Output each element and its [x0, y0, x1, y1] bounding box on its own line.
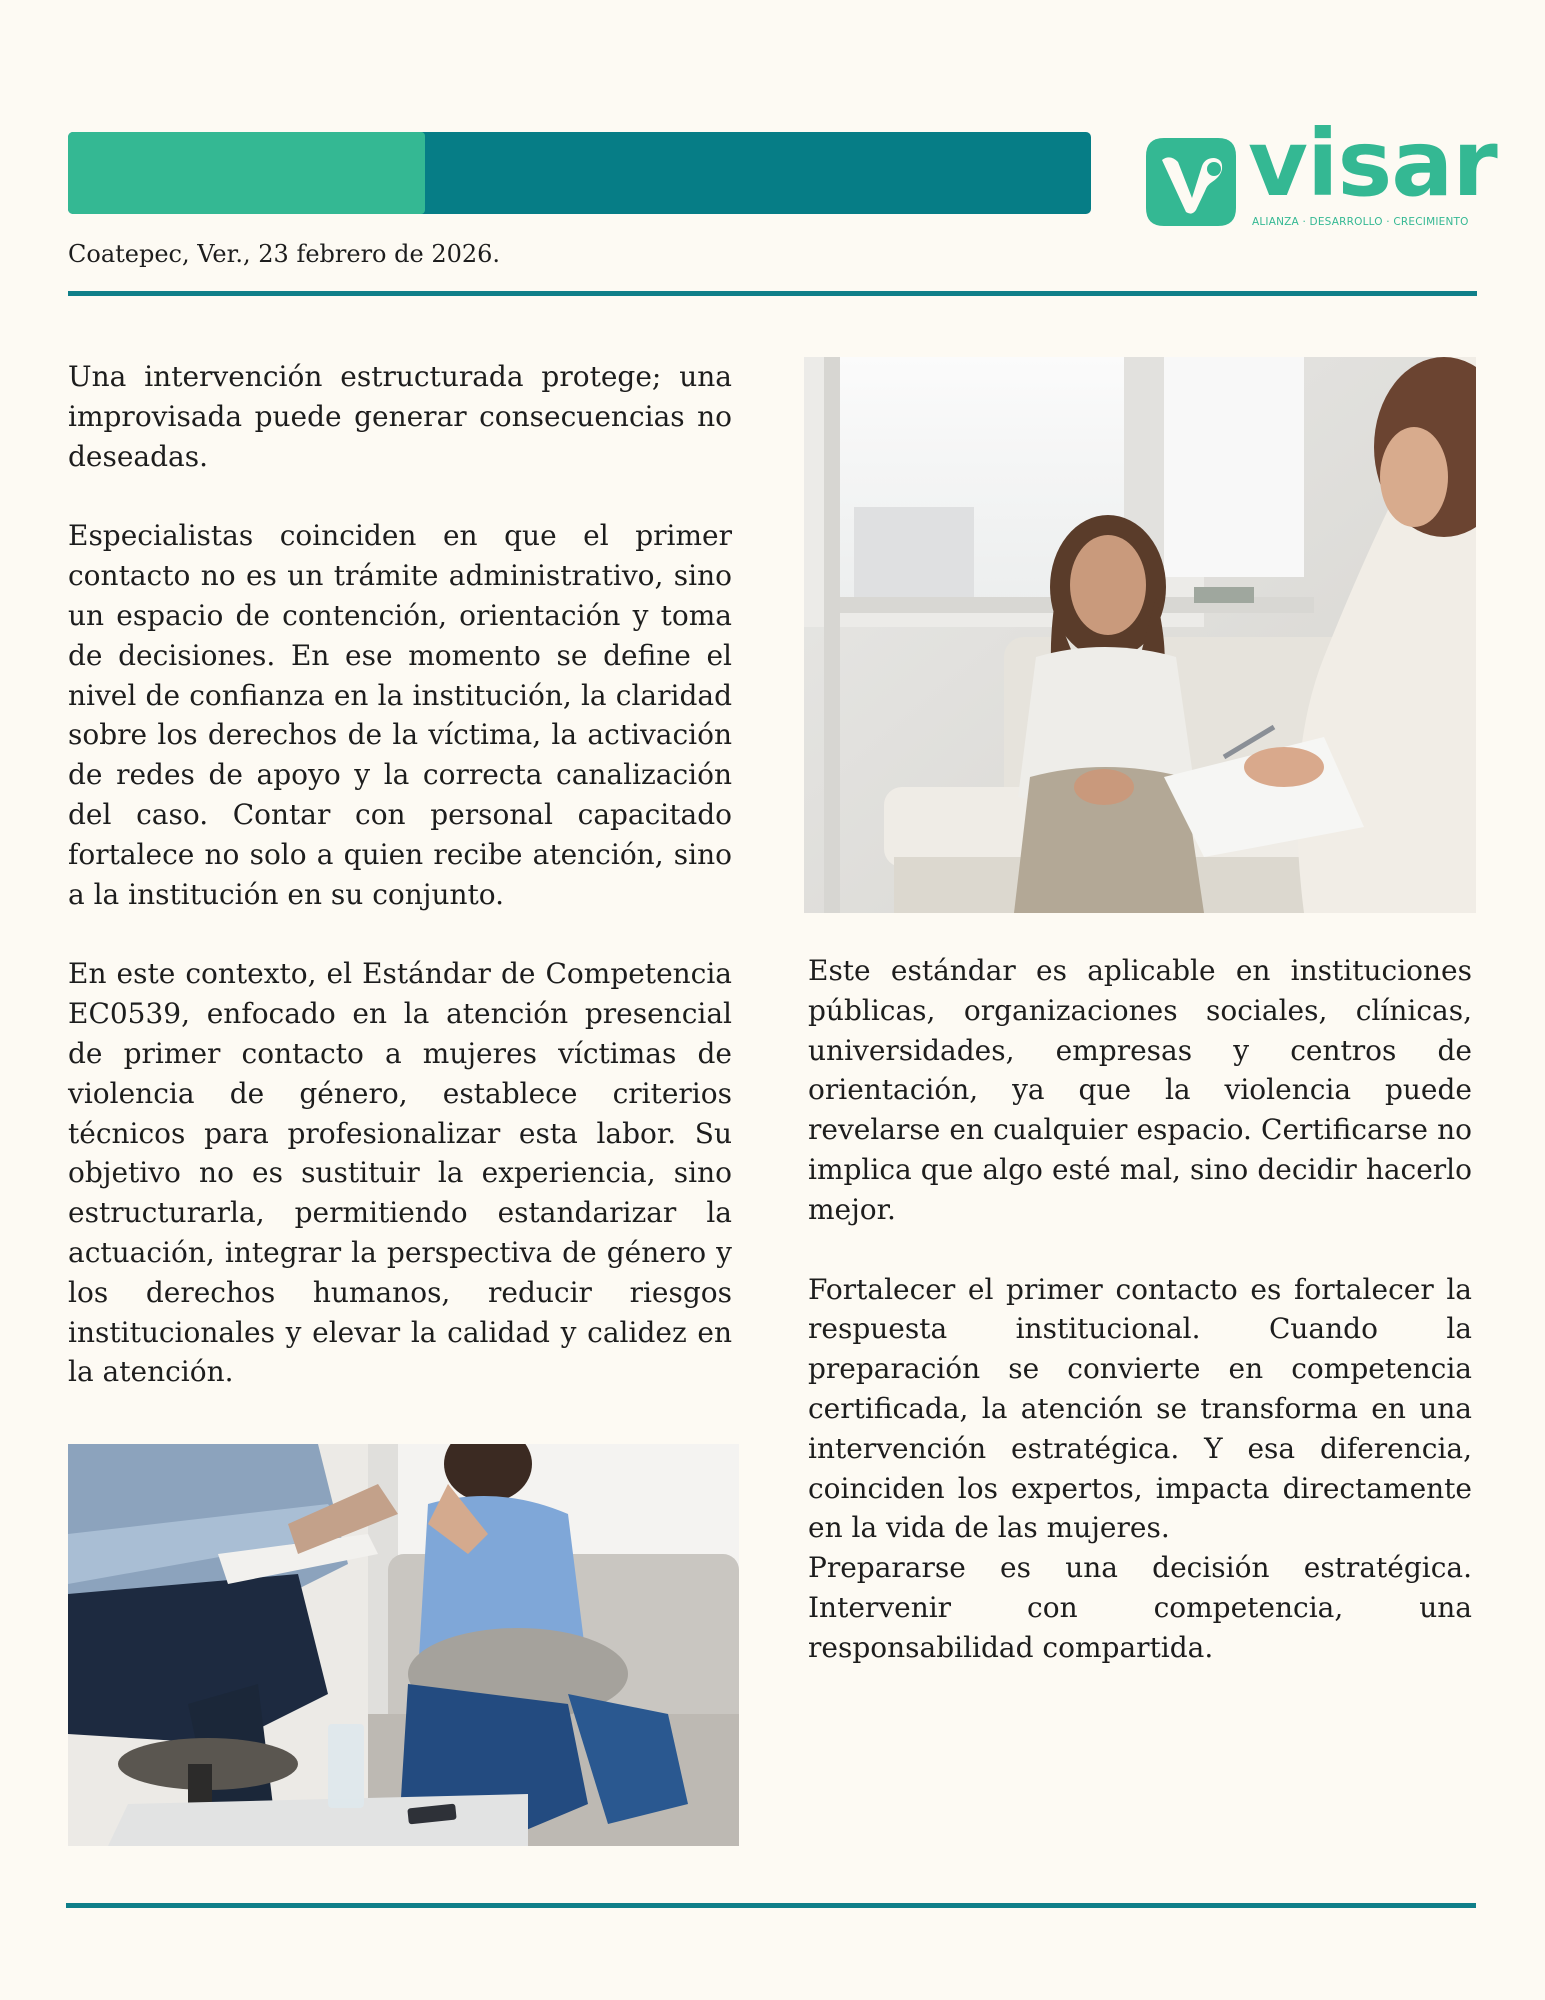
visar-logo-wordmark: visar	[1248, 110, 1497, 217]
paragraph: En este contexto, el Estándar de Competencia EC0539, enfocado en la atención presencial de primer contacto a mujeres víctimas de violencia de género, establece criterios técnicos para profesionalizar esta labor. Su objetivo no es sustituir la experiencia, sino estructurarla, permitiendo estandarizar la actuación, integrar la perspectiva de género y los derechos humanos, reducir riesgos institucionales y elevar la calidad y calidez en la atención.	[68, 957, 732, 1389]
paragraph: Fortalecer el primer contacto es fortalecer la respuesta institucional. Cuando la preparación se convierte en competencia certificada, la atención se transforma en una intervención estratégica. Y esa diferencia, coinciden los expertos, impacta directamente en la vida de las mujeres.	[808, 1272, 1472, 1545]
paragraph: Una intervención estructurada protege; una improvisada puede generar consecuencias no deseadas.	[68, 360, 732, 473]
right-column	[808, 951, 1472, 1668]
visar-logo-mark-icon	[1144, 136, 1238, 228]
top-divider	[68, 291, 1477, 296]
header-color-bar	[68, 132, 1091, 214]
left-column	[68, 357, 732, 1392]
dateline: Coatepec, Ver., 23 febrero de 2026.	[68, 240, 501, 268]
photo-support-session	[68, 1444, 739, 1846]
paragraph: Especialistas coinciden en que el primer contacto no es un trámite administrativo, sino un espacio de contención, orientación y toma de decisiones. En ese momento se define el nivel de confianza en la institución, la claridad sobre los derechos de la víctima, la activación de redes de apoyo y la correcta canalización del caso. Contar con personal capacitado fortalece no solo a quien recibe atención, sino a la institución en su conjunto.	[68, 519, 732, 911]
bottom-divider	[66, 1903, 1476, 1908]
header-bar-accent	[68, 132, 425, 214]
paragraph: Este estándar es aplicable en instituciones públicas, organizaciones sociales, clínicas, universidades, empresas y centros de orientación, ya que la violencia puede revelarse en cualquier espacio. Certificarse no implica que algo esté mal, sino decidir hacerlo mejor.	[808, 954, 1472, 1226]
visar-logo	[1144, 110, 1497, 234]
visar-logo-tagline: ALIANZA · DESARROLLO · CRECIMIENTO	[1252, 216, 1469, 228]
paragraph: Prepararse es una decisión estratégica. Intervenir con competencia, una responsabilidad compartida.	[808, 1551, 1472, 1664]
photo-counseling-session	[804, 357, 1476, 913]
